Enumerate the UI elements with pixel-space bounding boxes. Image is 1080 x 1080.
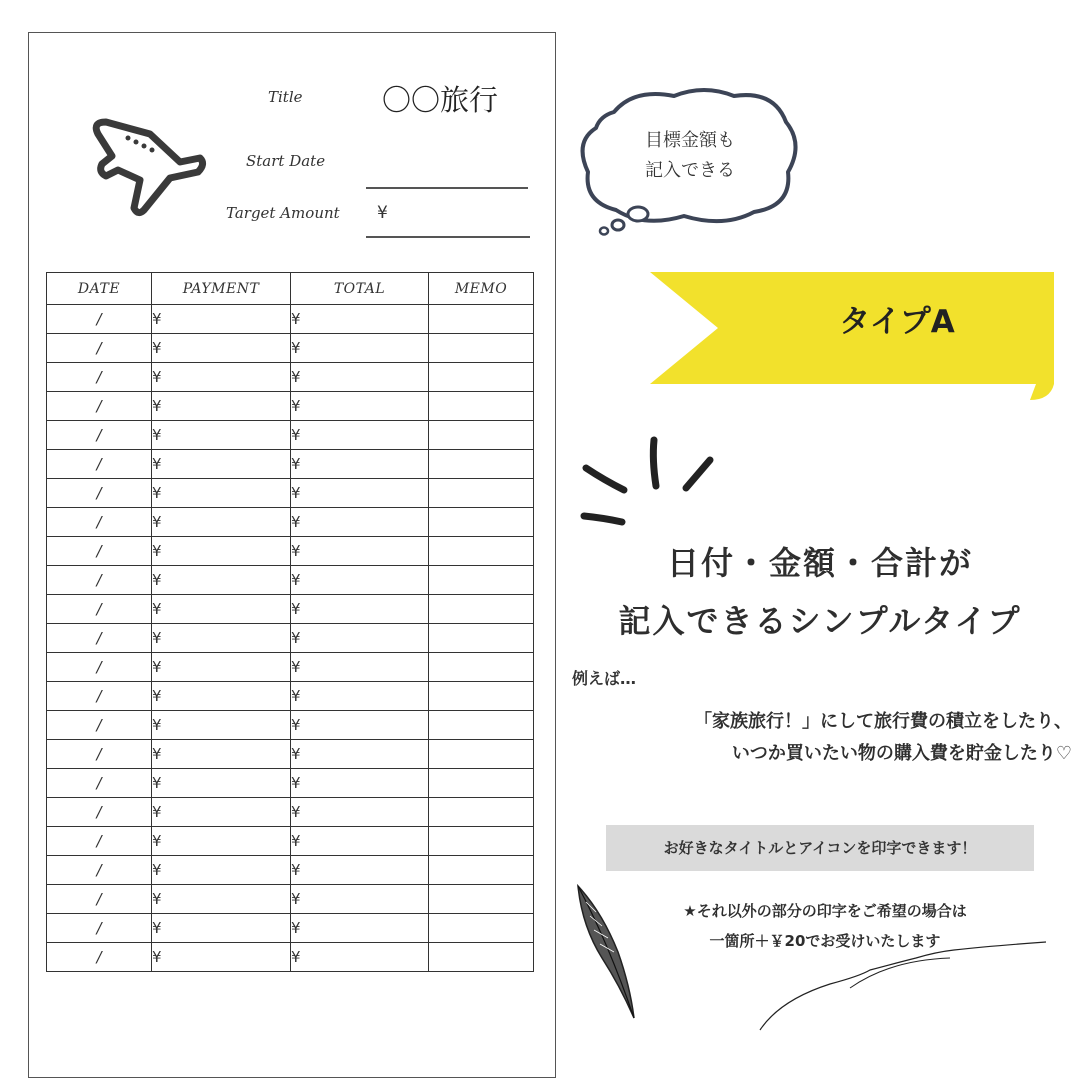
memo-cell: [429, 769, 534, 798]
memo-cell: [429, 943, 534, 972]
table-row: [47, 740, 534, 769]
total-cell: ¥: [291, 421, 429, 450]
table-row: [47, 566, 534, 595]
total-cell: ¥: [291, 769, 429, 798]
date-cell: /: [47, 711, 152, 740]
memo-cell: [429, 885, 534, 914]
date-cell: /: [47, 943, 152, 972]
table-row: [47, 537, 534, 566]
total-cell: ¥: [291, 711, 429, 740]
table-row: [47, 827, 534, 856]
date-cell: /: [47, 479, 152, 508]
table-row: [47, 769, 534, 798]
total-cell: ¥: [291, 508, 429, 537]
table-row: [47, 798, 534, 827]
header-total: TOTAL: [291, 273, 429, 305]
headline-line-2: 記入できるシンプルタイプ: [618, 602, 1022, 640]
table-row: [47, 595, 534, 624]
payment-cell: ¥: [152, 479, 291, 508]
date-cell: /: [47, 450, 152, 479]
payment-cell: ¥: [152, 856, 291, 885]
date-cell: /: [47, 334, 152, 363]
date-cell: /: [47, 769, 152, 798]
payment-cell: ¥: [152, 450, 291, 479]
memo-cell: [429, 450, 534, 479]
total-cell: ¥: [291, 798, 429, 827]
bubble-line-2: 記入できる: [645, 160, 735, 181]
payment-cell: ¥: [152, 334, 291, 363]
memo-cell: [429, 711, 534, 740]
note-line-1: ★それ以外の部分の印字をご希望の場合は: [683, 902, 967, 920]
date-cell: /: [47, 566, 152, 595]
total-cell: ¥: [291, 856, 429, 885]
total-cell: ¥: [291, 943, 429, 972]
table-row: [47, 885, 534, 914]
example-text: [572, 706, 1072, 770]
payment-cell: ¥: [152, 914, 291, 943]
date-cell: /: [47, 305, 152, 334]
payment-cell: ¥: [152, 711, 291, 740]
date-cell: /: [47, 914, 152, 943]
print-option-box: お好きなタイトルとアイコンを印字できます！: [606, 825, 1034, 871]
payment-cell: ¥: [152, 653, 291, 682]
total-cell: ¥: [291, 914, 429, 943]
date-cell: /: [47, 421, 152, 450]
table-row: [47, 305, 534, 334]
ledger-body: [47, 305, 534, 972]
payment-cell: ¥: [152, 682, 291, 711]
memo-cell: [429, 479, 534, 508]
memo-cell: [429, 305, 534, 334]
total-cell: ¥: [291, 682, 429, 711]
payment-cell: ¥: [152, 827, 291, 856]
total-cell: ¥: [291, 479, 429, 508]
payment-cell: ¥: [152, 508, 291, 537]
memo-cell: [429, 334, 534, 363]
type-label: タイプA: [839, 304, 955, 340]
table-row: [47, 334, 534, 363]
date-cell: /: [47, 537, 152, 566]
memo-cell: [429, 537, 534, 566]
total-cell: ¥: [291, 885, 429, 914]
table-row: [47, 479, 534, 508]
payment-cell: ¥: [152, 363, 291, 392]
header-payment: PAYMENT: [152, 273, 291, 305]
payment-cell: ¥: [152, 740, 291, 769]
total-cell: ¥: [291, 305, 429, 334]
date-cell: /: [47, 856, 152, 885]
payment-cell: ¥: [152, 537, 291, 566]
total-cell: ¥: [291, 740, 429, 769]
payment-cell: ¥: [152, 421, 291, 450]
table-row: [47, 624, 534, 653]
headline-line-1: 日付・金額・合計が: [666, 544, 973, 582]
total-cell: ¥: [291, 653, 429, 682]
note-line-2: 一箇所＋￥20でお受けいたします: [709, 932, 941, 950]
ledger-header-row: [47, 273, 534, 305]
example-label: 例えば…: [572, 669, 637, 688]
table-row: [47, 856, 534, 885]
date-cell: /: [47, 740, 152, 769]
header-memo: MEMO: [429, 273, 534, 305]
date-cell: /: [47, 392, 152, 421]
header-date: DATE: [47, 273, 152, 305]
memo-cell: [429, 595, 534, 624]
table-row: [47, 682, 534, 711]
memo-cell: [429, 827, 534, 856]
payment-cell: ¥: [152, 885, 291, 914]
total-cell: ¥: [291, 537, 429, 566]
date-cell: /: [47, 682, 152, 711]
emphasis-lines-icon: [574, 430, 724, 530]
memo-cell: [429, 914, 534, 943]
payment-cell: ¥: [152, 943, 291, 972]
memo-cell: [429, 566, 534, 595]
total-cell: ¥: [291, 450, 429, 479]
date-cell: /: [47, 363, 152, 392]
target-amount-yen: ¥: [377, 203, 388, 223]
target-amount-label: Target Amount: [226, 204, 340, 222]
memo-cell: [429, 653, 534, 682]
memo-cell: [429, 740, 534, 769]
memo-cell: [429, 392, 534, 421]
title-label: Title: [268, 88, 303, 106]
payment-cell: ¥: [152, 769, 291, 798]
start-date-label: Start Date: [246, 152, 326, 170]
bubble-line-1: 目標金額も: [645, 130, 735, 151]
table-row: [47, 450, 534, 479]
table-row: [47, 392, 534, 421]
total-cell: ¥: [291, 392, 429, 421]
table-row: [47, 508, 534, 537]
payment-cell: ¥: [152, 305, 291, 334]
headline: [600, 534, 1040, 650]
date-cell: /: [47, 798, 152, 827]
memo-cell: [429, 624, 534, 653]
payment-cell: ¥: [152, 624, 291, 653]
table-row: [47, 914, 534, 943]
date-cell: /: [47, 653, 152, 682]
payment-cell: ¥: [152, 595, 291, 624]
airplane-icon: [88, 112, 208, 222]
table-row: [47, 711, 534, 740]
table-row: [47, 943, 534, 972]
start-date-line: [366, 187, 528, 189]
ink-curves-icon: [740, 940, 1060, 1040]
payment-cell: ¥: [152, 798, 291, 827]
date-cell: /: [47, 827, 152, 856]
memo-cell: [429, 798, 534, 827]
total-cell: ¥: [291, 595, 429, 624]
memo-cell: [429, 856, 534, 885]
total-cell: ¥: [291, 363, 429, 392]
total-cell: ¥: [291, 334, 429, 363]
memo-cell: [429, 508, 534, 537]
table-row: [47, 363, 534, 392]
total-cell: ¥: [291, 827, 429, 856]
total-cell: ¥: [291, 624, 429, 653]
target-amount-line: [366, 236, 530, 238]
table-row: [47, 653, 534, 682]
memo-cell: [429, 363, 534, 392]
payment-cell: ¥: [152, 566, 291, 595]
date-cell: /: [47, 624, 152, 653]
example-line-2: いつか買いたい物の購入費を貯金したり♡: [731, 743, 1072, 764]
date-cell: /: [47, 885, 152, 914]
date-cell: /: [47, 508, 152, 537]
ledger-table: [46, 272, 534, 972]
date-cell: /: [47, 595, 152, 624]
table-row: [47, 421, 534, 450]
bubble-text: [600, 126, 780, 186]
payment-cell: ¥: [152, 392, 291, 421]
title-value: 〇〇旅行: [382, 83, 499, 117]
memo-cell: [429, 421, 534, 450]
example-line-1: 「家族旅行！」にして旅行費の積立をしたり、: [694, 711, 1072, 732]
memo-cell: [429, 682, 534, 711]
total-cell: ¥: [291, 566, 429, 595]
